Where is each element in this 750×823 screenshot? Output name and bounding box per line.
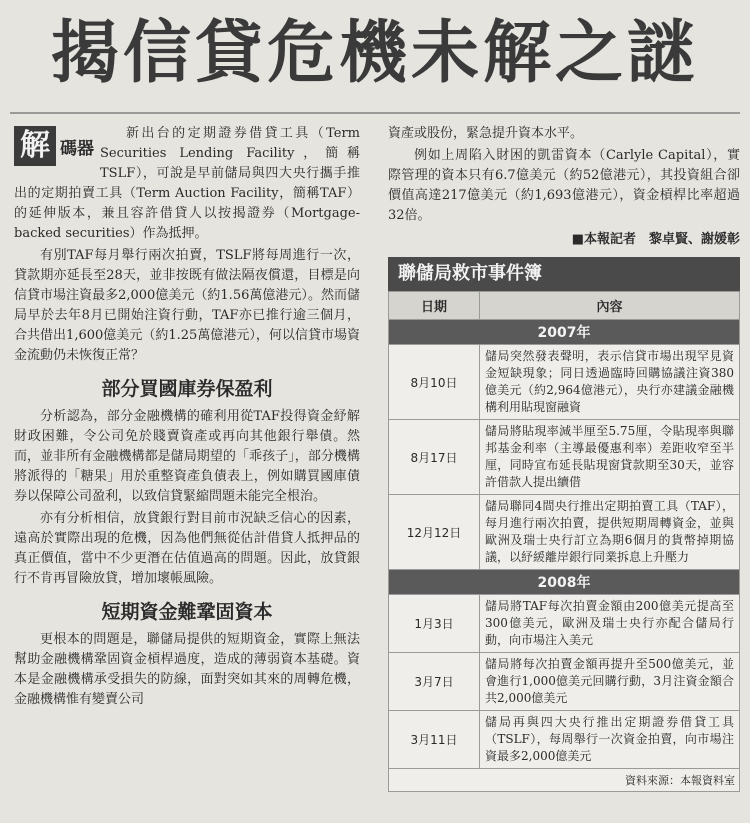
kicker-box: 解 xyxy=(14,126,56,166)
event-text: 儲局突然發表聲明，表示信貸市場出現罕見資金短缺現象；同日透過臨時回購協議注資380億美元（約2,964億港元），央行亦建議金融機構利用貼現窗融資 xyxy=(480,345,740,420)
event-text: 儲局將每次拍賣金額再提升至500億美元，並會進行1,000億美元回購行動，3月注資金額合共2,000億美元 xyxy=(480,653,740,711)
year-row xyxy=(389,320,740,345)
kicker-sub: 碼器 xyxy=(60,138,94,159)
left-column xyxy=(14,124,360,712)
event-date: 3月7日 xyxy=(389,653,480,711)
event-text: 儲局再與四大央行推出定期證券借貸工具（TSLF），每周舉行一次資金拍賣，向市場注資最多2,000億美元 xyxy=(480,711,740,769)
right-column xyxy=(388,124,740,792)
table-row xyxy=(389,595,740,653)
event-date: 8月10日 xyxy=(389,345,480,420)
table-row xyxy=(389,653,740,711)
table-row xyxy=(389,420,740,495)
subhead: 部分買國庫券保盈利 xyxy=(101,378,273,400)
paragraph: 更根本的問題是，聯儲局提供的短期資金，實際上無法幫助金融機構鞏固資金槓桿過度，造成的薄弱資本基礎。資本是金融機構承受損失的防線，面對突如其來的周轉危機，金融機構惟有變賣公司 xyxy=(14,632,360,707)
paragraph: 亦有分析相信，放貸銀行對目前市況缺乏信心的因素，遠高於實際出現的危機，因為他們無從估計借貸人抵押品的真正價值，當中不少更潛在估值過高的問題。因此，放貸銀行不肯再冒險放貸，增加壞帳風險。 xyxy=(14,511,360,586)
paragraph: 新出台的定期證券借貸工具（Term Securities Lending Facility，簡稱TSLF），可說是早前儲局與四大央行攜手推出的定期拍賣工具（Term Auction Facility，簡稱TAF）的延伸版本，兼且容許借貸人以按揭證券（Mortgage-backed securities）作為抵押。 xyxy=(14,126,360,241)
column-header-content: 內容 xyxy=(480,292,740,320)
headline: 揭信貸危機未解之謎 xyxy=(50,14,699,93)
event-date: 12月12日 xyxy=(389,495,480,570)
event-text: 儲局將貼現率減半厘至5.75厘，令貼現率與聯邦基金利率（主導最優惠利率）差距收窄至半厘，同時宣布延長貼現窗貸款期至30天，並容許借款人提出續借 xyxy=(480,420,740,495)
event-date: 8月17日 xyxy=(389,420,480,495)
table-header-row xyxy=(389,292,740,320)
event-text: 儲局將TAF每次拍賣金額由200億美元提高至300億美元，歐洲及瑞士央行亦配合儲局行動，向市場注入美元 xyxy=(480,595,740,653)
year-label: 2007年 xyxy=(389,320,740,345)
headline-rule xyxy=(10,112,740,114)
event-date: 3月11日 xyxy=(389,711,480,769)
table-row xyxy=(389,711,740,769)
event-text: 儲局聯同4間央行推出定期拍賣工具（TAF），每月進行兩次拍賣，提供短期周轉資金，並與歐洲及瑞士央行訂立為期6個月的貨幣掉期協議，以紓緩離岸銀行同業拆息上升壓力 xyxy=(480,495,740,570)
year-row xyxy=(389,570,740,595)
table-row xyxy=(389,345,740,420)
subhead: 短期資金難鞏固資本 xyxy=(101,601,273,623)
paragraph: 例如上周陷入財困的凱雷資本（Carlyle Capital），實際管理的資本只有6.7億美元（約52億港元），其投資組合卻價值高達217億美元（約1,693億港元），資金槓桿比率超過32倍。 xyxy=(388,148,740,223)
events-box-title: 聯儲局救市事件簿 xyxy=(388,257,740,291)
source-note: 資料來源：本報資料室 xyxy=(388,769,740,792)
paragraph: 有別TAF每月舉行兩次拍賣，TSLF將每周進行一次，貸款期亦延長至28天，並非按既有做法隔夜償還，目標是向信貸市場注資最多2,000億美元（約1.56萬億港元）。然而儲局早於去年8月已開始注資行動，TAF亦已推行逾三個月，合共借出1,600億美元（約1.25萬億港元），何以信貸市場資金流動仍未恢復正常？ xyxy=(14,248,360,363)
column-header-date: 日期 xyxy=(389,292,480,320)
kicker xyxy=(14,126,94,166)
paragraph: 資產或股份，緊急提升資本水平。 xyxy=(388,126,584,141)
events-table xyxy=(388,291,740,769)
year-label: 2008年 xyxy=(389,570,740,595)
table-row xyxy=(389,495,740,570)
paragraph: 分析認為，部分金融機構的確利用從TAF投得資金紓解財政困難，令公司免於賤賣資產或再向其他銀行舉債。然而，並非所有金融機構都是儲局期望的「乖孩子」，部分機構將派得的「糖果」用於重整資產負債表上，例如購買國庫債券以保障公司盈利，以致信貸緊縮問題未能完全根治。 xyxy=(14,409,360,504)
event-date: 1月3日 xyxy=(389,595,480,653)
byline: ■本報記者 黎卓賢、謝媛彰 xyxy=(571,232,740,247)
